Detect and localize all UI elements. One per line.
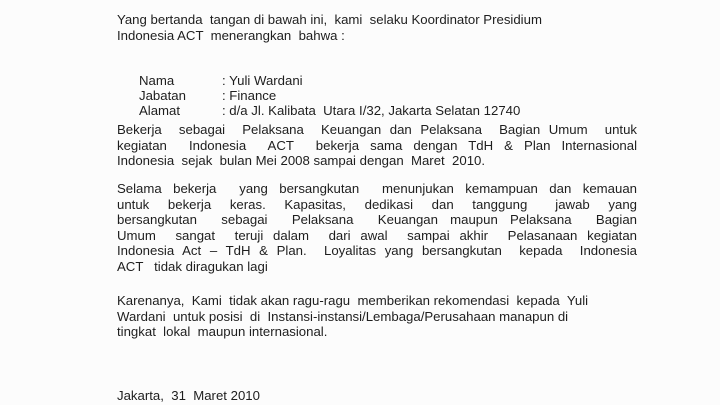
performance-paragraph [117, 181, 637, 275]
field-value: : Yuli Wardani [221, 72, 303, 88]
field-value: : d/a Jl. Kalibata Utara I/32, Jakarta Selatan 12740 [221, 103, 521, 119]
paragraph-line: Indonesia sejak bulan Mei 2008 sampai dengan Maret 2010. [117, 153, 486, 169]
paragraph-line: kegiatan Indonesia ACT bekerja sama dengan TdH & Plan Internasional [117, 137, 637, 153]
place-date [117, 388, 260, 404]
paragraph-line: Karenanya, Kami tidak akan ragu-ragu memberikan rekomendasi kepada Yuli [117, 293, 589, 308]
intro-line: Indonesia ACT menerangkan bahwa : [117, 27, 345, 43]
recommendation-paragraph [117, 293, 588, 340]
paragraph-line: untuk bekerja keras. Kapasitas, dedikasi dan tanggung jawab yang [117, 196, 637, 212]
paragraph-line: Indonesia Act – TdH & Plan. Loyalitas yang bersangkutan kepada Indonesia [117, 243, 637, 259]
intro-line: Yang bertanda tangan di bawah ini, kami selaku Koordinator Presidium [117, 12, 542, 27]
paragraph-line: Selama bekerja yang bersangkutan menunjukan kemampuan dan kemauan [117, 181, 637, 196]
field-label: Jabatan [138, 87, 186, 103]
field-value: : Finance [221, 87, 277, 103]
employment-paragraph [117, 122, 637, 169]
identity-fields [117, 57, 521, 119]
intro-paragraph [117, 12, 542, 43]
paragraph-line: bersangkutan sebagai Pelaksana Keuangan maupun Pelaksana Bagian [117, 212, 637, 228]
paragraph-line: tingkat lokal maupun internasional. [117, 324, 328, 340]
field-label: Nama [138, 72, 175, 88]
field-label: Alamat [138, 103, 181, 119]
paragraph-line: Wardani untuk posisi di Instansi-instansi/Lembaga/Perusahaan manapun di [117, 308, 569, 324]
field-nama [117, 57, 520, 88]
paragraph-line: Bekerja sebagai Pelaksana Keuangan dan Pelaksana Bagian Umum untuk [117, 122, 637, 137]
paragraph-line: Umum sangat teruji dalam dari awal sampai akhir Pelasanaan kegiatan [117, 227, 637, 243]
place-date-text: Jakarta, 31 Maret 2010 [117, 388, 260, 403]
paragraph-line: ACT tidak diragukan lagi [117, 258, 268, 274]
